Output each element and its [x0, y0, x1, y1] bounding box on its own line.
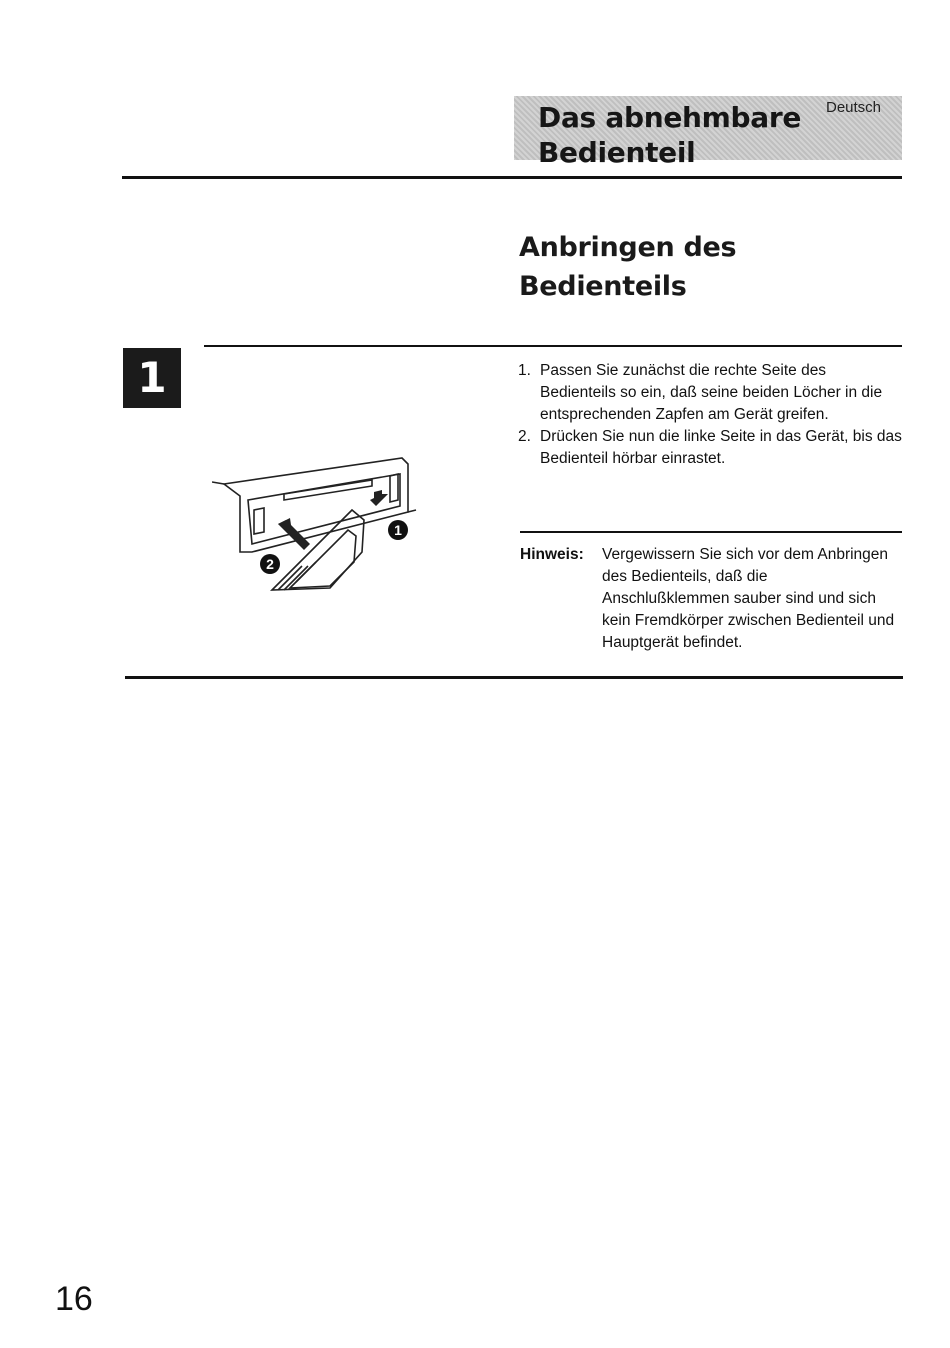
- section-title-line2: Bedienteils: [519, 271, 687, 302]
- section-title: [519, 228, 879, 306]
- faceplate-attachment-illustration: [212, 440, 422, 600]
- callout-2: [260, 554, 280, 574]
- unit-slot: [284, 480, 372, 500]
- instruction-list: [518, 360, 903, 470]
- instruction-text: Drücken Sie nun die linke Seite in das Gerät, bis das Bedienteil hörbar einrastet.: [540, 428, 902, 467]
- bottom-divider: [125, 676, 903, 679]
- callout-1: [388, 520, 408, 540]
- instruction-item: [518, 360, 903, 426]
- note-label: Hinweis:: [520, 546, 584, 563]
- callout-2-text: 2: [266, 556, 274, 572]
- chapter-title: [538, 100, 828, 170]
- chapter-title-line1: Das abnehmbare: [538, 101, 802, 134]
- arrow-right: [370, 490, 388, 506]
- right-pins: [390, 474, 398, 502]
- step-number-badge: 1: [123, 348, 181, 408]
- section-divider: [204, 345, 902, 347]
- instruction-number: 2.: [518, 428, 531, 445]
- instruction-text: Passen Sie zunächst die rechte Seite des Bedienteils so ein, daß seine beiden Löcher in die entsprechenden Zapfen am Gerät greifen.: [540, 362, 883, 423]
- callout-1-text: 1: [394, 522, 402, 538]
- language-label: Deutsch: [826, 99, 882, 116]
- note-divider: [520, 531, 902, 533]
- section-title-line1: Anbringen des: [519, 232, 737, 263]
- page-number: 16: [55, 1280, 93, 1318]
- instruction-item: [518, 426, 903, 470]
- instruction-number: 1.: [518, 362, 531, 379]
- chapter-title-line2: Bedienteil: [538, 136, 696, 169]
- note-text: Vergewissern Sie sich vor dem Anbringen des Bedienteils, daß die Anschlußklemmen sauber sind und sich kein Fremdkörper zwischen Bedienteil und Hauptgerät befindet.: [602, 546, 895, 651]
- top-divider: [122, 176, 902, 179]
- left-hook: [254, 508, 264, 534]
